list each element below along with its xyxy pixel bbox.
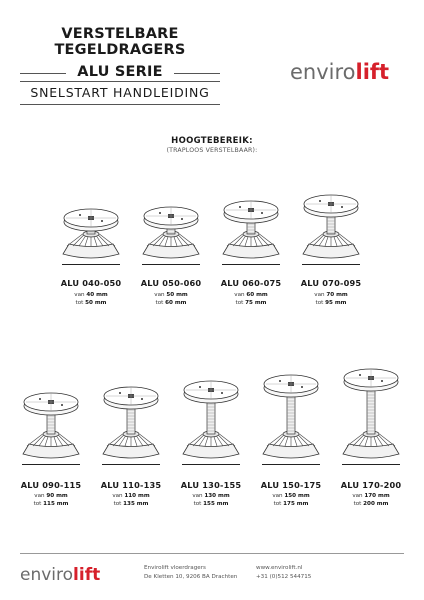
footer-logo-text-enviro: enviro [20,565,74,585]
footer-company: Envirolift vloerdragers [144,565,206,571]
range-to-value: 200 mm [363,500,389,507]
range-to-label: tot [315,299,324,306]
pedestal-image [98,376,164,464]
brand-logo [290,60,389,84]
title-line-3: ALU SERIE [77,64,163,80]
range-from-value: 50 mm [166,292,188,298]
product-divider [262,464,320,465]
product-name: ALU 060-075 [220,278,282,288]
logo-text-lift: lift [355,60,390,84]
title-line-1: VERSTELBARE [61,26,179,42]
range-from-value: 150 mm [284,493,310,499]
range-from-value: 110 mm [124,493,150,499]
range-to-label: tot [155,299,164,306]
logo-text-enviro: enviro [290,60,356,84]
product-divider [142,264,200,265]
product-range [298,292,364,307]
range-to-label: tot [75,299,84,306]
range-to-label: tot [235,299,244,306]
footer-phone: +31 (0)512 544715 [256,573,312,580]
product-range [58,292,124,307]
range-to-value: 115 mm [43,500,69,507]
range-heading: HOOGTEBEREIK: [171,136,253,146]
range-to-value: 155 mm [203,500,229,507]
footer-logo-text-lift: lift [73,565,101,585]
range-to-label: tot [113,500,122,507]
product-range [178,493,244,508]
product-divider [102,464,160,465]
subtitle: SNELSTART HANDLEIDING [30,85,210,100]
product-name: ALU 110-135 [100,480,162,490]
product-divider [182,464,240,465]
footer-logo [20,565,100,585]
range-from-label: van [34,493,45,499]
product-divider [302,264,360,265]
product-name: ALU 130-155 [180,480,242,490]
range-from-value: 70 mm [326,292,348,298]
range-to-value: 135 mm [123,500,149,507]
range-from-label: van [192,493,203,499]
product-name: ALU 090-115 [20,480,82,490]
product-range [258,493,324,508]
range-to-label: tot [193,500,202,507]
pedestal-image [58,198,124,264]
pedestal-image [258,364,324,464]
range-from-label: van [234,292,245,298]
product-divider [342,464,400,465]
title-rule-right [174,73,220,74]
product-divider [22,464,80,465]
product-name: ALU 170-200 [340,480,402,490]
footer-contact-block [256,564,311,581]
range-from-label: van [74,292,85,298]
footer-address: De Kletten 10, 9206 BA Drachten [144,573,238,580]
pedestal-image [298,184,364,264]
range-to-label: tot [353,500,362,507]
range-from-value: 170 mm [364,493,390,499]
product-divider [222,264,280,265]
range-from-label: van [154,292,165,298]
range-from-value: 60 mm [246,292,268,298]
range-from-value: 130 mm [204,493,230,499]
pedestal-image [178,370,244,464]
pedestal-image [218,190,284,264]
range-subheading: (TRAPLOOS VERSTELBAAR): [166,147,258,154]
product-name: ALU 070-095 [300,278,362,288]
product-range [98,493,164,508]
footer-address-block [144,564,237,581]
range-from-value: 40 mm [86,292,108,298]
product-name: ALU 050-060 [140,278,202,288]
range-to-value: 60 mm [165,299,187,306]
product-divider [62,264,120,265]
range-from-label: van [352,493,363,499]
product-range [18,493,84,508]
footer-website[interactable]: www.envirolift.nl [256,565,303,571]
range-from-value: 90 mm [46,493,68,499]
range-from-label: van [314,292,325,298]
product-range [138,292,204,307]
pedestal-image [18,382,84,464]
range-to-value: 75 mm [245,299,267,306]
range-to-value: 50 mm [85,299,107,306]
product-range [218,292,284,307]
subtitle-rule-top [20,81,220,82]
subtitle-rule-bottom [20,104,220,105]
range-from-label: van [272,493,283,499]
pedestal-image [138,196,204,264]
range-to-value: 95 mm [325,299,347,306]
range-to-label: tot [33,500,42,507]
pedestal-image [338,358,404,464]
product-name: ALU 040-050 [60,278,122,288]
footer-rule [20,553,404,554]
range-to-value: 175 mm [283,500,309,507]
product-range [338,493,404,508]
product-name: ALU 150-175 [260,480,322,490]
range-from-label: van [112,493,123,499]
title-line-2: TEGELDRAGERS [54,42,186,58]
range-to-label: tot [273,500,282,507]
